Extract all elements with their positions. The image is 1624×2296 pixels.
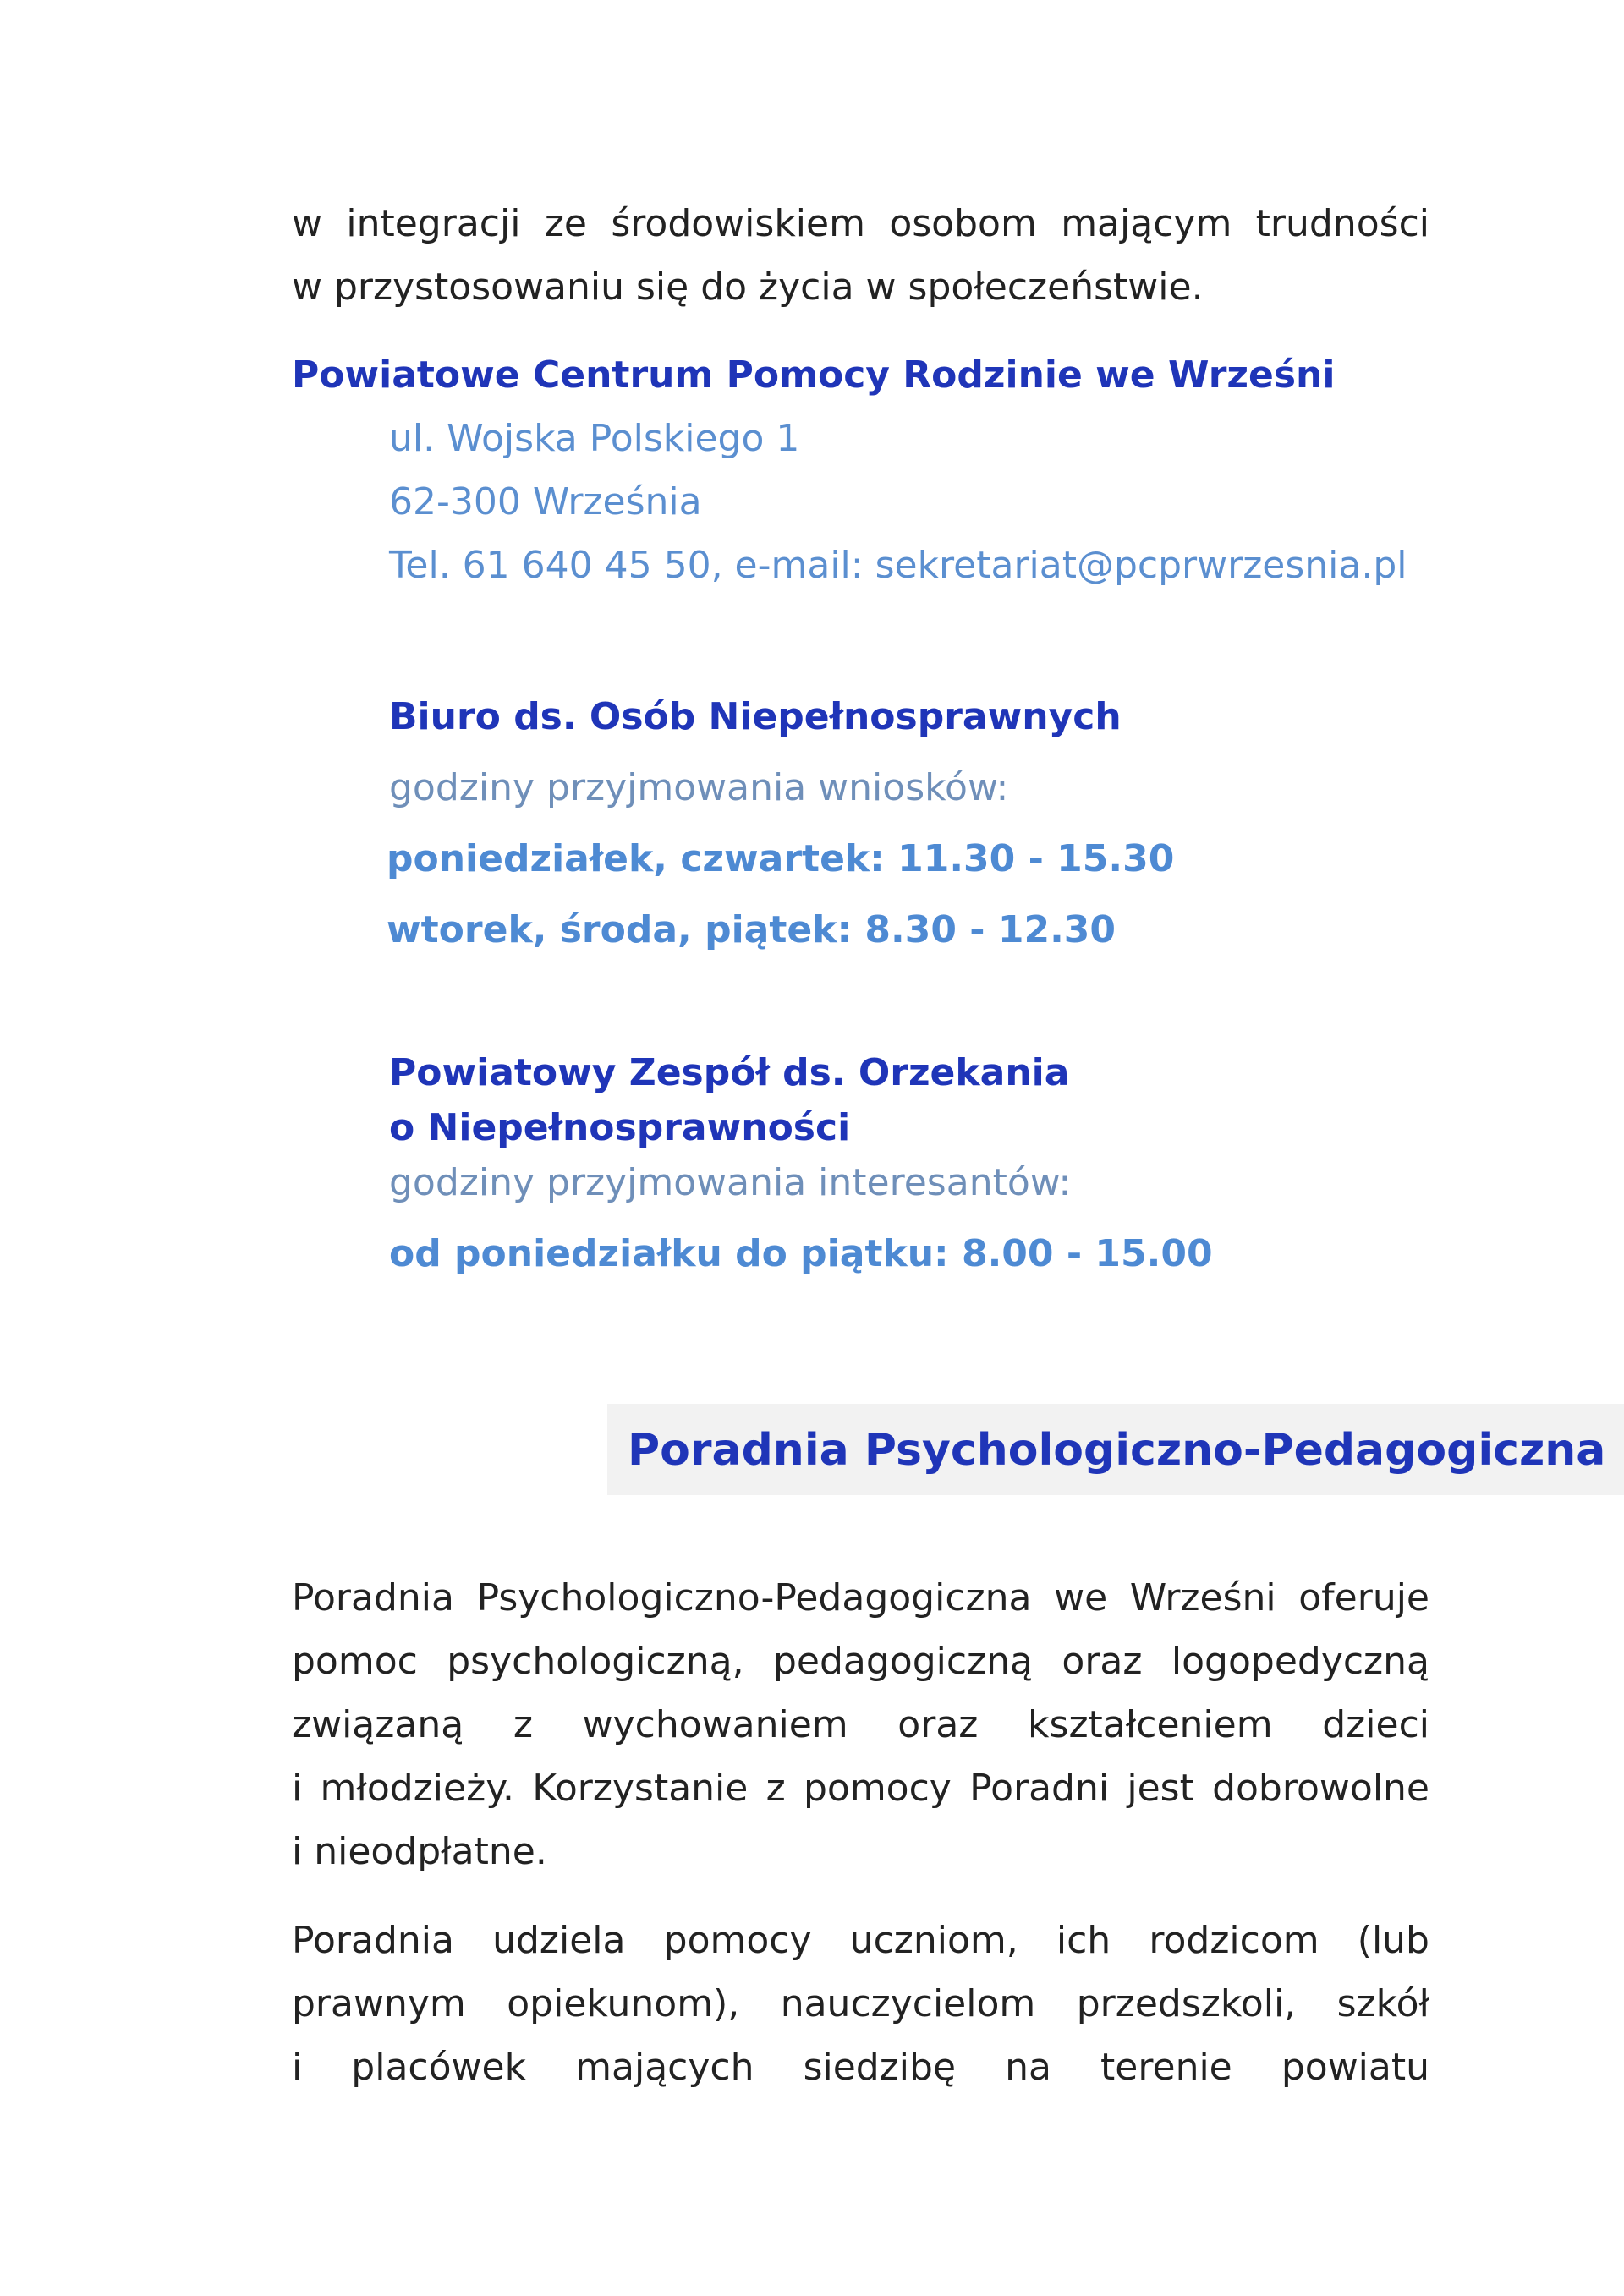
zespol-hours-label: godziny przyjmowania interesantów: [389, 1161, 1072, 1204]
section-title: Poradnia Psychologiczno-Pedagogiczna [628, 1425, 1606, 1476]
poradnia-p1-line-5: i nieodpłatne. [292, 1830, 547, 1873]
poradnia-p2-line-1: Poradnia udziela pomocy uczniom, ich rodzicom (lub [292, 1919, 1429, 1962]
biuro-hours-line-1: poniedziałek, czwartek: 11.30 - 15.30 [387, 837, 1175, 880]
poradnia-p1-line-3: związaną z wychowaniem oraz kształceniem dzieci [292, 1703, 1429, 1746]
zespol-hours-line: od poniedziałku do piątku: 8.00 - 15.00 [389, 1232, 1213, 1275]
poradnia-p2-line-2: prawnym opiekunom), nauczycielom przedszkoli, szkół [292, 1982, 1429, 2025]
pcpr-city: 62-300 Września [389, 480, 702, 523]
poradnia-p2-line-3: i placówek mających siedzibę na terenie powiatu [292, 2046, 1429, 2089]
biuro-hours-label: godziny przyjmowania wniosków: [389, 766, 1009, 809]
biuro-hours-line-2: wtorek, środa, piątek: 8.30 - 12.30 [387, 908, 1116, 951]
pcpr-street: ul. Wojska Polskiego 1 [389, 417, 800, 460]
pcpr-contact: Tel. 61 640 45 50, e-mail: sekretariat@pcprwrzesnia.pl [389, 544, 1407, 587]
zespol-heading-line-2: o Niepełnosprawności [389, 1106, 851, 1149]
poradnia-paragraph-2 [292, 1909, 1429, 2099]
pcpr-heading: Powiatowe Centrum Pomocy Rodzinie we Wrześni [292, 353, 1336, 397]
intro-paragraph [292, 192, 1429, 319]
poradnia-p1-line-1: Poradnia Psychologiczno-Pedagogiczna we Wrześni oferuje [292, 1576, 1429, 1619]
pcpr-address [389, 407, 1407, 597]
zespol-heading-line-1: Powiatowy Zespół ds. Orzekania [389, 1051, 1070, 1094]
poradnia-p1-line-2: pomoc psychologiczną, pedagogiczną oraz logopedyczną [292, 1640, 1429, 1683]
intro-line-2: w przystosowaniu się do życia w społeczeństwie. [292, 266, 1204, 309]
intro-line-1: w integracji ze środowiskiem osobom mającym trudności [292, 202, 1429, 245]
poradnia-paragraph-1 [292, 1566, 1429, 1883]
biuro-heading: Biuro ds. Osób Niepełnosprawnych [389, 695, 1122, 738]
poradnia-p1-line-4: i młodzieży. Korzystanie z pomocy Poradni jest dobrowolne [292, 1767, 1429, 1810]
